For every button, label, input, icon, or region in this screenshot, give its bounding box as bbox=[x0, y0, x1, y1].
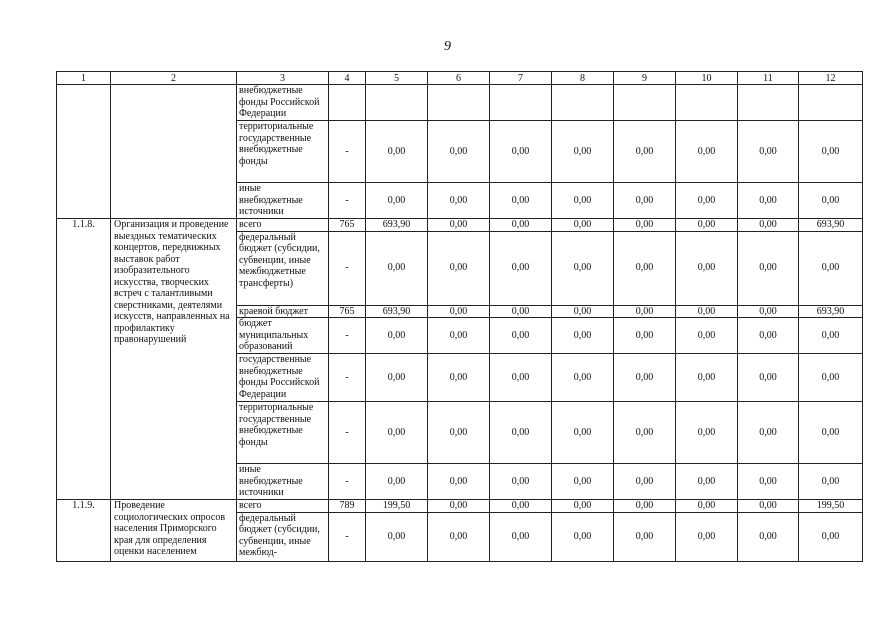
amount-cell bbox=[799, 85, 863, 121]
amount-cell: 0,00 bbox=[676, 512, 738, 561]
amount-cell: 0,00 bbox=[614, 219, 676, 232]
funding-source: внебюджетные фонды Российской Федерации bbox=[237, 85, 329, 121]
amount-cell bbox=[490, 85, 552, 121]
amount-cell bbox=[366, 85, 428, 121]
column-header: 6 bbox=[428, 72, 490, 85]
amount-cell: 693,90 bbox=[799, 219, 863, 232]
amount-cell: 0,00 bbox=[738, 183, 799, 219]
amount-cell: 0,00 bbox=[799, 318, 863, 354]
col4-value: - bbox=[329, 354, 366, 402]
amount-cell: 0,00 bbox=[676, 500, 738, 513]
amount-cell: 0,00 bbox=[366, 464, 428, 500]
amount-cell: 0,00 bbox=[428, 354, 490, 402]
amount-cell: 0,00 bbox=[738, 305, 799, 318]
col4-value: 765 bbox=[329, 305, 366, 318]
amount-cell: 0,00 bbox=[490, 464, 552, 500]
funding-source: федеральный бюджет (субсидии, субвенции, иные межбюджетные трансферты) bbox=[237, 231, 329, 305]
amount-cell: 0,00 bbox=[799, 354, 863, 402]
funding-source: иные внебюджетные источники bbox=[237, 183, 329, 219]
amount-cell: 0,00 bbox=[552, 318, 614, 354]
funding-source: территориальные государственные внебюджетные фонды bbox=[237, 402, 329, 464]
amount-cell: 0,00 bbox=[676, 354, 738, 402]
item-description: Организация и проведение выездных тематических концертов, передвижных выставок работ изобразительного искусства, творческих встреч с талантливыми сверстниками, деятелями искусств, направленных на профилактику правонарушений bbox=[111, 219, 237, 500]
amount-cell: 0,00 bbox=[490, 121, 552, 183]
funding-source: краевой бюджет bbox=[237, 305, 329, 318]
amount-cell: 0,00 bbox=[428, 464, 490, 500]
col4-value: 765 bbox=[329, 219, 366, 232]
amount-cell: 0,00 bbox=[676, 183, 738, 219]
amount-cell: 0,00 bbox=[738, 354, 799, 402]
amount-cell: 0,00 bbox=[614, 512, 676, 561]
header-row bbox=[57, 72, 863, 85]
amount-cell: 0,00 bbox=[490, 512, 552, 561]
amount-cell: 0,00 bbox=[490, 318, 552, 354]
funding-source: всего bbox=[237, 219, 329, 232]
amount-cell: 0,00 bbox=[552, 231, 614, 305]
column-header: 5 bbox=[366, 72, 428, 85]
amount-cell: 0,00 bbox=[614, 354, 676, 402]
item-code: 1.1.9. bbox=[57, 500, 111, 562]
amount-cell: 0,00 bbox=[428, 219, 490, 232]
amount-cell: 0,00 bbox=[799, 231, 863, 305]
amount-cell: 0,00 bbox=[366, 121, 428, 183]
amount-cell: 0,00 bbox=[738, 219, 799, 232]
amount-cell: 0,00 bbox=[552, 402, 614, 464]
amount-cell: 0,00 bbox=[428, 183, 490, 219]
amount-cell: 0,00 bbox=[799, 402, 863, 464]
amount-cell: 0,00 bbox=[799, 512, 863, 561]
amount-cell bbox=[428, 85, 490, 121]
amount-cell: 0,00 bbox=[428, 121, 490, 183]
amount-cell: 199,50 bbox=[799, 500, 863, 513]
funding-source: иные внебюджетные источники bbox=[237, 464, 329, 500]
amount-cell: 0,00 bbox=[614, 305, 676, 318]
item-code bbox=[57, 85, 111, 219]
table-row bbox=[57, 85, 863, 121]
amount-cell: 0,00 bbox=[799, 121, 863, 183]
col4-value: - bbox=[329, 121, 366, 183]
amount-cell: 0,00 bbox=[428, 231, 490, 305]
amount-cell: 693,90 bbox=[366, 305, 428, 318]
amount-cell: 0,00 bbox=[428, 318, 490, 354]
amount-cell: 0,00 bbox=[799, 183, 863, 219]
amount-cell: 0,00 bbox=[552, 354, 614, 402]
amount-cell: 0,00 bbox=[614, 500, 676, 513]
amount-cell: 0,00 bbox=[676, 318, 738, 354]
amount-cell: 0,00 bbox=[490, 183, 552, 219]
amount-cell: 0,00 bbox=[614, 318, 676, 354]
amount-cell: 0,00 bbox=[614, 402, 676, 464]
amount-cell: 0,00 bbox=[490, 231, 552, 305]
amount-cell: 0,00 bbox=[738, 512, 799, 561]
amount-cell: 0,00 bbox=[552, 512, 614, 561]
amount-cell: 0,00 bbox=[799, 464, 863, 500]
amount-cell: 0,00 bbox=[428, 305, 490, 318]
amount-cell: 0,00 bbox=[366, 231, 428, 305]
col4-value: - bbox=[329, 512, 366, 561]
amount-cell: 0,00 bbox=[366, 354, 428, 402]
column-header: 2 bbox=[111, 72, 237, 85]
amount-cell: 0,00 bbox=[614, 464, 676, 500]
amount-cell: 0,00 bbox=[552, 219, 614, 232]
budget-table bbox=[56, 71, 863, 562]
column-header: 3 bbox=[237, 72, 329, 85]
col4-value: - bbox=[329, 318, 366, 354]
funding-source: всего bbox=[237, 500, 329, 513]
amount-cell: 693,90 bbox=[799, 305, 863, 318]
column-header: 1 bbox=[57, 72, 111, 85]
amount-cell bbox=[552, 85, 614, 121]
amount-cell: 0,00 bbox=[490, 305, 552, 318]
amount-cell: 199,50 bbox=[366, 500, 428, 513]
column-header: 4 bbox=[329, 72, 366, 85]
amount-cell: 0,00 bbox=[552, 183, 614, 219]
funding-source: бюджет муниципальных образований bbox=[237, 318, 329, 354]
amount-cell: 0,00 bbox=[676, 231, 738, 305]
amount-cell bbox=[738, 85, 799, 121]
amount-cell bbox=[676, 85, 738, 121]
amount-cell: 0,00 bbox=[614, 231, 676, 305]
column-header: 10 bbox=[676, 72, 738, 85]
amount-cell: 0,00 bbox=[738, 464, 799, 500]
amount-cell: 0,00 bbox=[614, 121, 676, 183]
column-header: 8 bbox=[552, 72, 614, 85]
funding-source: федеральный бюджет (субсидии, субвенции, иные межбюд- bbox=[237, 512, 329, 561]
amount-cell: 0,00 bbox=[738, 402, 799, 464]
amount-cell bbox=[614, 85, 676, 121]
amount-cell: 0,00 bbox=[428, 512, 490, 561]
funding-source: территориальные государственные внебюджетные фонды bbox=[237, 121, 329, 183]
column-header: 12 bbox=[799, 72, 863, 85]
item-code: 1.1.8. bbox=[57, 219, 111, 500]
amount-cell: 0,00 bbox=[366, 183, 428, 219]
amount-cell: 0,00 bbox=[676, 219, 738, 232]
amount-cell: 693,90 bbox=[366, 219, 428, 232]
table-row bbox=[57, 500, 863, 513]
amount-cell: 0,00 bbox=[738, 318, 799, 354]
amount-cell: 0,00 bbox=[428, 402, 490, 464]
funding-source: государственные внебюджетные фонды Российской Федерации bbox=[237, 354, 329, 402]
amount-cell: 0,00 bbox=[490, 354, 552, 402]
amount-cell: 0,00 bbox=[552, 305, 614, 318]
amount-cell: 0,00 bbox=[676, 464, 738, 500]
page-number: 9 bbox=[444, 39, 451, 54]
amount-cell: 0,00 bbox=[552, 500, 614, 513]
column-header: 9 bbox=[614, 72, 676, 85]
amount-cell: 0,00 bbox=[738, 500, 799, 513]
item-description bbox=[111, 85, 237, 219]
amount-cell: 0,00 bbox=[738, 231, 799, 305]
col4-value: - bbox=[329, 402, 366, 464]
amount-cell: 0,00 bbox=[614, 183, 676, 219]
amount-cell: 0,00 bbox=[366, 318, 428, 354]
item-description: Проведение социологических опросов населения Приморского края для определения оценки населением bbox=[111, 500, 237, 562]
amount-cell: 0,00 bbox=[676, 305, 738, 318]
col4-value: - bbox=[329, 464, 366, 500]
table-row bbox=[57, 219, 863, 232]
amount-cell: 0,00 bbox=[676, 121, 738, 183]
amount-cell: 0,00 bbox=[552, 464, 614, 500]
amount-cell: 0,00 bbox=[490, 402, 552, 464]
amount-cell: 0,00 bbox=[428, 500, 490, 513]
col4-value: 789 bbox=[329, 500, 366, 513]
amount-cell: 0,00 bbox=[366, 402, 428, 464]
amount-cell: 0,00 bbox=[490, 500, 552, 513]
amount-cell: 0,00 bbox=[676, 402, 738, 464]
amount-cell: 0,00 bbox=[490, 219, 552, 232]
amount-cell: 0,00 bbox=[738, 121, 799, 183]
column-header: 11 bbox=[738, 72, 799, 85]
amount-cell: 0,00 bbox=[552, 121, 614, 183]
col4-value: - bbox=[329, 183, 366, 219]
col4-value: - bbox=[329, 231, 366, 305]
column-header: 7 bbox=[490, 72, 552, 85]
col4-value bbox=[329, 85, 366, 121]
amount-cell: 0,00 bbox=[366, 512, 428, 561]
